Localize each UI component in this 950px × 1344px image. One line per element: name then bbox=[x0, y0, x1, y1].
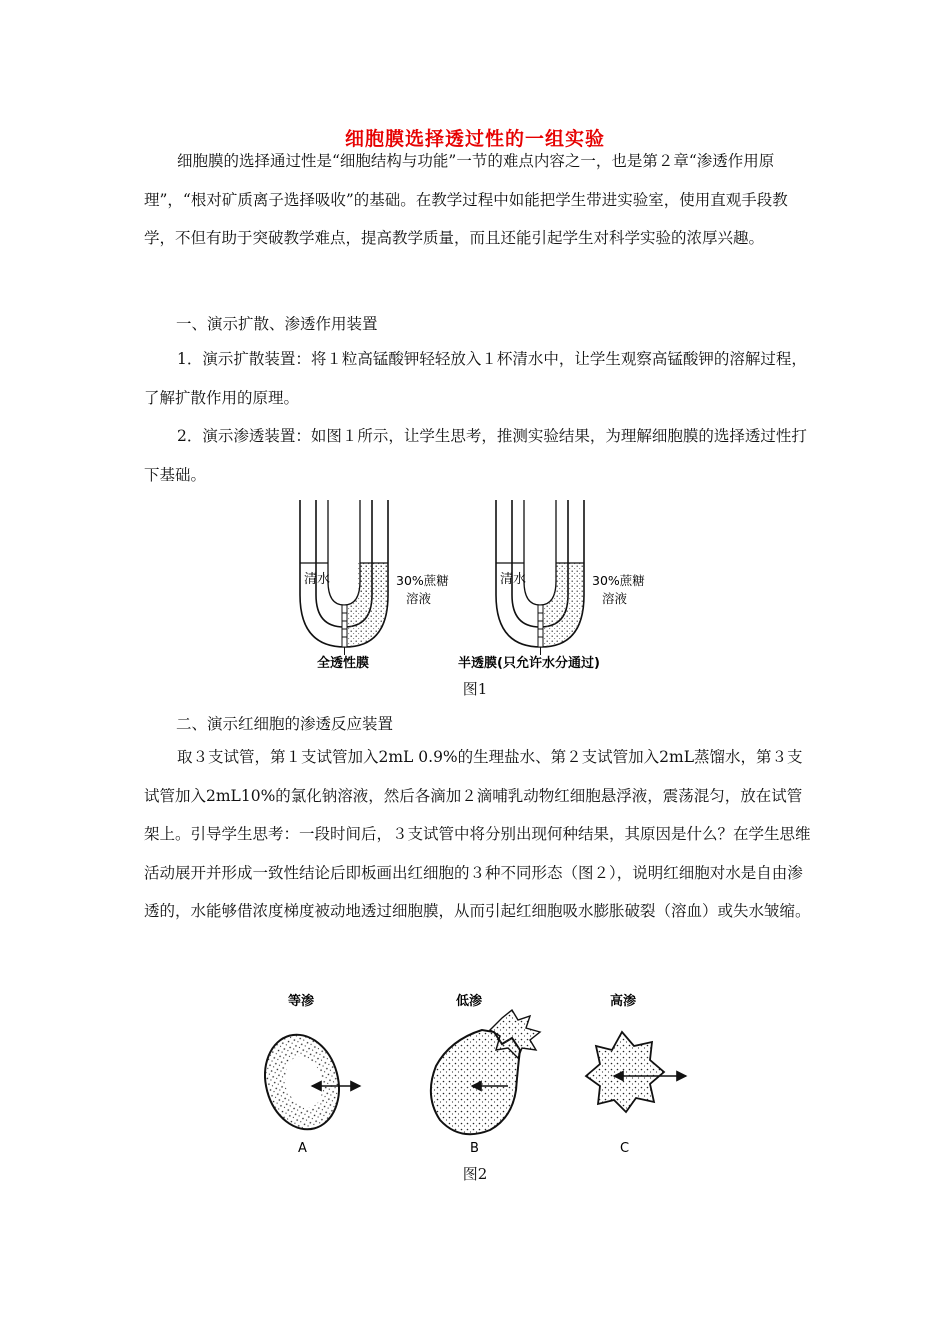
fig2-isotonic-label: 等渗 bbox=[288, 994, 315, 1009]
section2-heading: 二、演示红细胞的渗透反应装置 bbox=[176, 715, 394, 733]
fig1-semipermeable-membrane-label: 半透膜(只允许水分通过) bbox=[458, 656, 600, 671]
figure2-red-blood-cells bbox=[250, 990, 710, 1165]
document-title: 细胞膜选择透过性的一组实验 bbox=[344, 128, 605, 150]
fig2-label-c: C bbox=[620, 1141, 630, 1156]
fig2-label-a: A bbox=[298, 1141, 307, 1156]
fig1-left-sucrose-label: 30%蔗糖 bbox=[396, 573, 449, 588]
cell-b-hypotonic bbox=[431, 1010, 540, 1134]
figure2-caption: 图2 bbox=[462, 1165, 488, 1183]
fig2-label-b: B bbox=[470, 1141, 479, 1156]
item2-text: 2．演示渗透装置：如图１所示，让学生思考，推测实验结果，为理解细胞膜的选择透过性打下基础。 bbox=[144, 427, 807, 484]
item1-text: 1．演示扩散装置：将１粒高锰酸钾轻轻放入１杯清水中，让学生观察高锰酸钾的溶解过程，了解扩散作用的原理。 bbox=[144, 350, 807, 407]
cell-c-hypertonic bbox=[586, 1032, 686, 1112]
item1-paragraph bbox=[144, 340, 812, 417]
fig1-right-solution-label: 溶液 bbox=[602, 591, 628, 606]
fig1-right-sucrose-label: 30%蔗糖 bbox=[592, 573, 645, 588]
cell-a-isotonic bbox=[255, 1026, 360, 1137]
fig1-right-water-label: 清水 bbox=[500, 572, 527, 587]
figure1-caption: 图1 bbox=[462, 680, 488, 698]
section2-text: 取３支试管，第１支试管加入2mL 0.9%的生理盐水、第２支试管加入2mL蒸馏水，第３支试管加入2mL10%的氯化钠溶液，然后各滴加２滴哺乳动物红细胞悬浮液，震荡混匀，放在试管架上。引导学生思考：一段时间后，３支试管中将分别出现何种结果，其原因是什么？在学生思维活动展开并形成一致性结论后即板画出红细胞的３种不同形态（图２），说明红细胞对水是自由渗透的，水能够借浓度梯度被动地透过细胞膜，从而引起红细胞吸水膨胀破裂（溶血）或失水皱缩。 bbox=[144, 748, 811, 920]
section1-heading: 一、演示扩散、渗透作用装置 bbox=[176, 315, 378, 333]
intro-text: 细胞膜的选择通过性是“细胞结构与功能”一节的难点内容之一，也是第２章“渗透作用原理”，“根对矿质离子选择吸收”的基础。在教学过程中如能把学生带进实验室，使用直观手段教学，不但有助于突破教学难点，提高教学质量，而且还能引起学生对科学实验的浓厚兴趣。 bbox=[144, 152, 788, 247]
fig2-hypertonic-label: 高渗 bbox=[610, 994, 637, 1009]
fig2-hypotonic-label: 低渗 bbox=[456, 994, 483, 1009]
intro-paragraph bbox=[144, 142, 812, 258]
item2-paragraph bbox=[144, 417, 812, 494]
section2-paragraph bbox=[144, 738, 812, 931]
figure1-osmosis-apparatus bbox=[290, 495, 670, 675]
fig1-left-water-label: 清水 bbox=[304, 572, 331, 587]
fig1-permeable-membrane-label: 全透性膜 bbox=[317, 656, 370, 671]
fig1-left-solution-label: 溶液 bbox=[406, 591, 432, 606]
